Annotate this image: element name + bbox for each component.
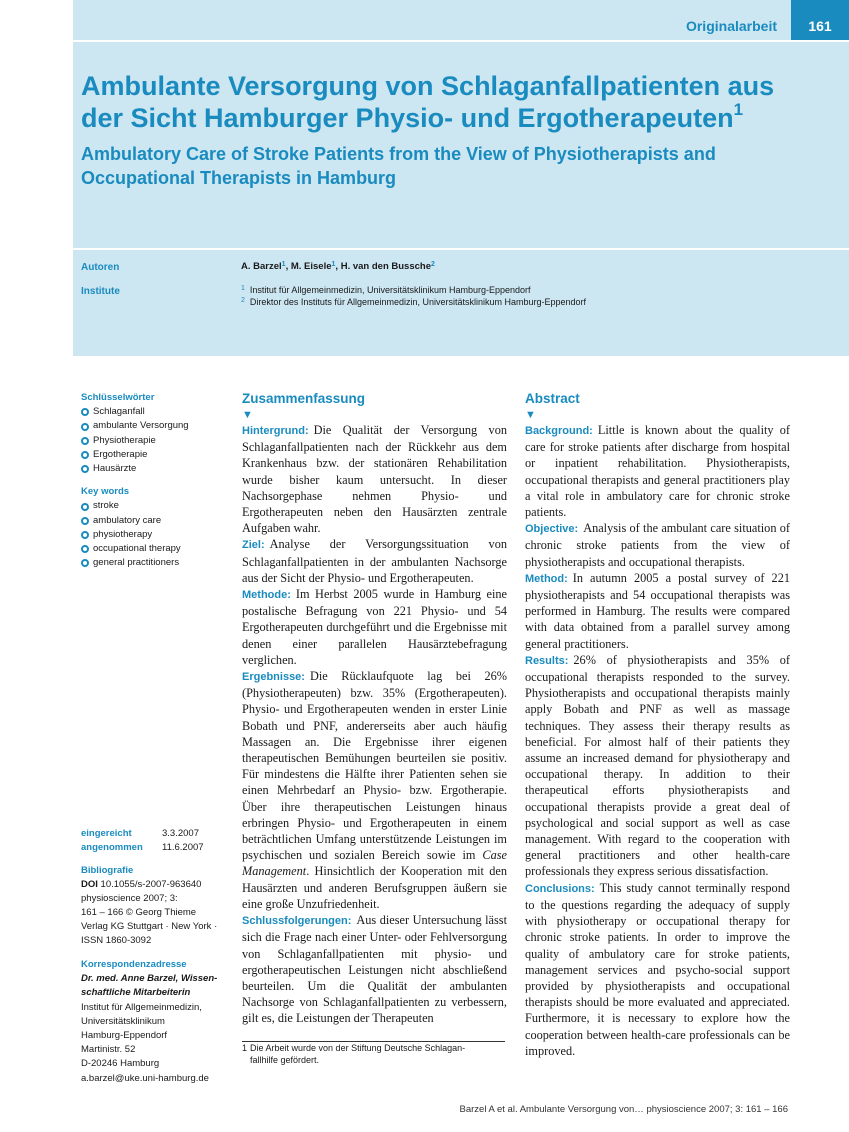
keyword-item [81, 434, 231, 448]
authors-label: Autoren [81, 262, 120, 273]
section-label: Originalarbeit [685, 18, 777, 34]
paragraph-text: Analysis of the ambulant care situation of chronic stroke patients from the view of physiotherapists and occupational therapists. [525, 521, 790, 569]
keyword-text: Schlaganfall [93, 406, 145, 418]
paragraph-label: Background: [525, 425, 593, 437]
page-number: 161 [791, 0, 849, 40]
keyword-item [81, 448, 231, 462]
dates-block [81, 827, 204, 855]
author-name: M. Eisele [290, 261, 332, 272]
abstract-paragraph [525, 880, 790, 1059]
abstract-paragraph [525, 520, 790, 570]
paragraph-label: Ergebnisse: [242, 671, 305, 684]
received-label: eingereicht [81, 828, 132, 839]
circle-bullet-icon [81, 559, 89, 567]
address-line: Hamburg-Eppendorf [81, 1030, 168, 1042]
zusammenfassung-column [242, 390, 507, 1027]
author [341, 261, 435, 272]
correspondence-name: schaftliche Mitarbeiterin [81, 987, 191, 999]
meta-band [73, 250, 849, 356]
summary-paragraph [242, 668, 507, 912]
triangle-marker-icon: ▼ [525, 409, 536, 421]
paragraph-text: In autumn 2005 a postal survey of 221 physiotherapists and 54 occupational therapists was performed in Hamburg. The results were compared with data obtained from a parallel survey among general practitioners. [525, 570, 790, 651]
keyword-text: physiotherapy [93, 528, 153, 540]
authors-list [241, 261, 435, 272]
address-line: Universitätsklinikum [81, 1015, 165, 1027]
address-line: Martinistr. 52 [81, 1044, 136, 1056]
author-name: H. van den Bussche [340, 261, 431, 272]
author-affil: 2 [430, 261, 435, 268]
abstract-heading: Abstract [525, 391, 580, 406]
abstract-paragraph [525, 570, 790, 652]
paragraph-text: 26% of physiotherapists and 35% of occupational therapists responded to the survey. Physiotherapists and occupational therapists mainly apply Bobath and PNF as well as massage techniques. They assess their therapy results as beneficial. For almost half of their patients they assume an increased demand for physiotherapy and occupational therapy. In addition to their therapeutical efforts physiotherapists and occupational therapists provide a great deal of psychological and social support as well as case management. With regard to the cooperation with general practitioners and other health-care professionals they express serious dissatisfaction. [525, 652, 790, 879]
title-band [73, 42, 849, 248]
paragraph-label: Method: [525, 572, 568, 585]
paragraph-label: Objective: [525, 523, 579, 536]
address-line: D-20246 Hamburg [81, 1058, 160, 1070]
keyword-item [81, 419, 231, 433]
correspondence-heading: Korrespondenzadresse [81, 959, 187, 970]
footnote-number: 1 [242, 1043, 248, 1053]
circle-bullet-icon [81, 503, 89, 511]
header-band [73, 0, 849, 40]
paragraph-label: Ziel: [242, 539, 265, 552]
circle-bullet-icon [81, 531, 89, 539]
doi-label: DOI [81, 879, 98, 891]
keyword-item [81, 514, 231, 528]
abstract-paragraph [525, 422, 790, 520]
keyword-text: occupational therapy [93, 543, 181, 555]
accepted-label: angenommen [81, 842, 143, 853]
keyword-item [81, 528, 231, 542]
title-de-text: Ambulante Versorgung von Schlaganfallpatienten aus der Sicht Hamburger Physio- und Ergotherapeuten [81, 71, 775, 133]
keyword-item [81, 499, 231, 513]
keywords-en-heading: Key words [81, 486, 130, 498]
author [291, 261, 341, 272]
page-footer-citation: Barzel A et al. Ambulante Versorgung von… physioscience 2007; 3: 161 – 166 [459, 1104, 788, 1115]
keyword-item [81, 556, 231, 570]
circle-bullet-icon [81, 423, 89, 431]
institute-line [241, 297, 586, 307]
keyword-text: ambulatory care [93, 514, 162, 526]
paragraph-label: Hintergrund: [242, 425, 309, 437]
address-line: Institut für Allgemeinmedizin, [81, 1001, 202, 1013]
keyword-text: ambulante Versorgung [93, 420, 189, 432]
title-footnote-mark: 1 [733, 100, 744, 119]
accepted-date: 11.6.2007 [162, 842, 204, 853]
abstract-column [525, 390, 790, 1059]
bib-line: physioscience 2007; 3: [81, 893, 178, 905]
article-title-en: Ambulatory Care of Stroke Patients from the View of Physiotherapists and Occupational Therapists in Hamburg [81, 144, 716, 188]
author-affil: 1 [281, 261, 286, 268]
abstract-paragraph [525, 652, 790, 880]
paragraph-label: Methode: [242, 589, 291, 602]
footnote [242, 1042, 508, 1066]
paragraph-text: Little is known about the quality of care for stroke patients after discharge from hospital or inpatient rehabilitation. Physiotherapists, occupational therapists and general practitioners play a vital role in ambulatory care for chronic stroke patients. [525, 423, 790, 520]
institute-text: Institut für Allgemeinmedizin, Universitätsklinikum Hamburg-Eppendorf [249, 285, 531, 295]
triangle-marker-icon: ▼ [242, 409, 253, 421]
zusammenfassung-heading: Zusammenfassung [242, 391, 366, 406]
paragraph-label: Schlussfolgerungen: [242, 915, 352, 928]
paragraph-text: Im Herbst 2005 wurde in Hamburg eine postalische Befragung von 221 Physio- und 54 Ergotherapeuten durchgeführt und die Ergebnisse mit denen einer parallelen Hausärztebefragung verglichen. [242, 587, 507, 667]
author-sep: , [335, 261, 341, 272]
institute-number: 2 [241, 297, 245, 304]
received-date: 3.3.2007 [162, 828, 199, 839]
article-title-de [81, 70, 811, 134]
paragraph-text: Analyse der Versorgungssituation von Schlaganfallpatienten in der ambulanten Nachsorge aus der Sicht der Physio- und Ergotherapeuten. [242, 537, 507, 585]
keyword-text: Hausärzte [93, 463, 137, 475]
footnote-text: fallhilfe gefördert. [250, 1055, 320, 1066]
summary-paragraph [242, 422, 507, 536]
circle-bullet-icon [81, 451, 89, 459]
bibliography-block [81, 864, 231, 948]
keyword-item [81, 405, 231, 419]
summary-paragraph [242, 586, 507, 668]
keyword-text: Ergotherapie [93, 448, 148, 460]
circle-bullet-icon [81, 545, 89, 553]
keyword-text: Physiotherapie [93, 434, 156, 446]
paragraph-text: Aus dieser Untersuchung lässt sich die Frage nach einer Unter- oder Fehlversorgung von Schlaganfallpatienten mit physio- und ergotherapeutischen Leistungen nicht abschließend beurteilen. Um die Qualität der ambulanten Nachsorge von Schlaganfallpatienten zu verbessern, gilt es, die Leistungen der Therapeuten [242, 913, 507, 1026]
correspondence-block [81, 958, 233, 1086]
institute-number: 1 [241, 285, 245, 292]
circle-bullet-icon [81, 517, 89, 525]
keyword-text: stroke [93, 500, 119, 512]
keyword-item [81, 462, 231, 476]
institute-line [241, 285, 531, 295]
footnote-text: Die Arbeit wurde von der Stiftung Deutsche Schlagan- [250, 1043, 466, 1053]
circle-bullet-icon [81, 465, 89, 473]
paragraph-text: Die Rücklaufquote lag bei 26% (Physiotherapeuten) bzw. 35% (Ergotherapeuten). Physio- und Ergotherapeuten wenden in erster Linie Bobath und PNF, andererseits aber auch häufig Massagen an. Die Ergebnisse ihrer eigenen therapeutischen Bemühungen beurteilen sie positiv. Für mindestens die Hälfte ihrer Patienten sehen sie einen Mehrbedarf an Physio- bzw. Ergotherapie. Über ihre therapeutischen Leistungen hinaus erbringen Physio- und Ergotherapeuten in einem beträchtlichen Umfang unterstützende Leistungen im psychischen und sozialen Bereich sowie im [242, 669, 507, 863]
paragraph-label: Conclusions: [525, 882, 595, 895]
bib-line: 161 – 166 © Georg Thieme [81, 907, 197, 919]
keywords-de-heading: Schlüsselwörter [81, 392, 155, 403]
institute-text: Direktor des Instituts für Allgemeinmedizin, Universitätsklinikum Hamburg-Eppendorf [249, 297, 587, 307]
summary-paragraph [242, 912, 507, 1026]
institutes-label: Institute [81, 286, 120, 297]
author-name: A. Barzel [241, 261, 282, 272]
correspondence-name: Dr. med. Anne Barzel, Wissen- [81, 973, 218, 985]
keyword-item [81, 542, 231, 556]
doi-value: 10.1055/s-2007-963640 [100, 879, 202, 891]
paragraph-text: This study cannot terminally respond to the questions regarding the adequacy of supply with physiotherapy or occupational therapy for chronic stroke patients. In order to improve the quality of ambulatory care for stroke patients, management services and psycho-social support provided by physiotherapists and occupational therapists should be more evaluated and appreciated. Furthermore, it is necessary to explore how the cooperation between health-care professionals can be improved. [525, 880, 790, 1058]
bibliography-heading: Bibliografie [81, 865, 134, 876]
paragraph-label: Results: [525, 654, 569, 667]
email-link[interactable]: a.barzel@uke.uni-hamburg.de [81, 1072, 209, 1084]
footnote-line [242, 1042, 508, 1054]
summary-paragraph [242, 536, 507, 586]
author-sep: , [285, 261, 291, 272]
paragraph-text: Die Qualität der Versorgung von Schlaganfallpatienten nach der Rückkehr aus dem Krankenhaus bzw. der stationären Rehabilitation wurde bisher kaum untersucht. In dieser Nachsorgephase nehmen Physio- und Ergotherapeuten neben den Hausärzten zentrale Aufgaben wahr. [242, 423, 507, 536]
keywords-block [81, 391, 231, 570]
circle-bullet-icon [81, 408, 89, 416]
author-affil: 1 [331, 261, 336, 268]
paragraph-italic: Case Management [242, 848, 507, 879]
bib-line: ISSN 1860-3092 [81, 935, 152, 947]
keyword-text: general practitioners [93, 557, 180, 569]
bib-line: Verlag KG Stuttgart · New York · [81, 921, 218, 933]
circle-bullet-icon [81, 437, 89, 445]
paragraph-text: . Hinsichtlich der Kooperation mit den Hausärzten und anderen Berufsgruppen äußern sie eine große Unzufriedenheit. [242, 864, 507, 911]
author [241, 261, 291, 272]
doi-line [81, 878, 231, 892]
